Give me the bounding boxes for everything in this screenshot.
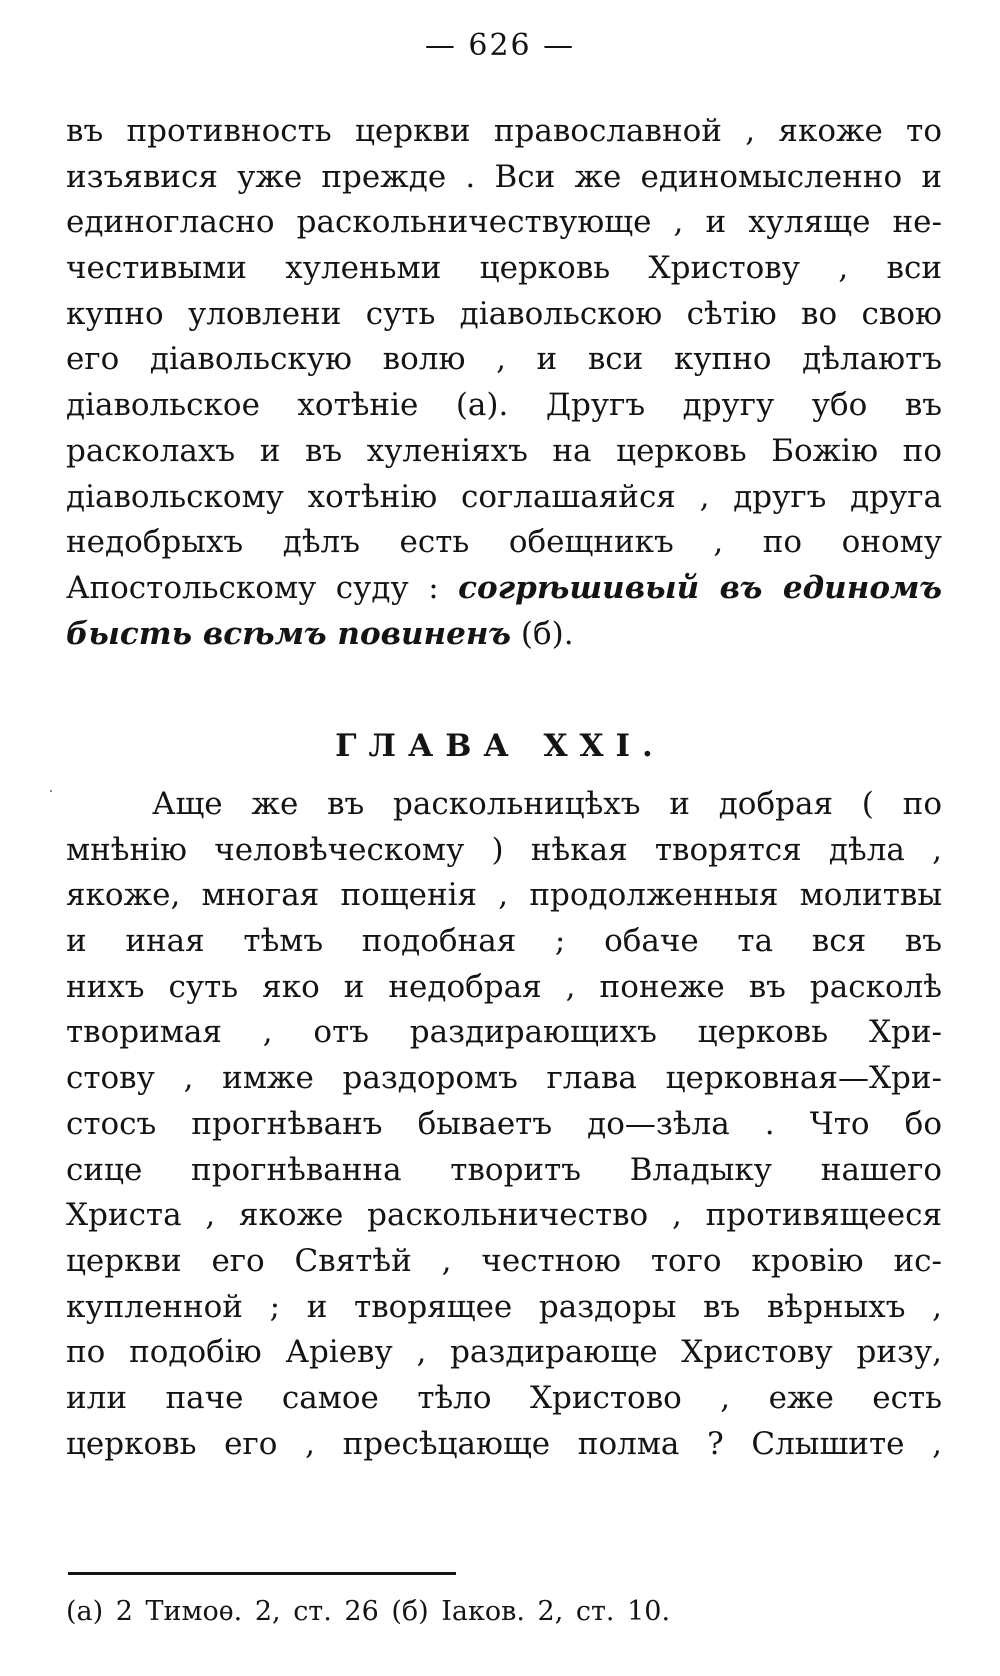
paragraph-line: или паче самое тѣло Христово , еже есть [66,1379,942,1416]
paragraph-line: Аще же въ раскольницѣхъ и добрая ( по [152,786,942,822]
paragraph-line: творимая , отъ раздирающихъ церковь Хри- [66,1014,942,1051]
paragraph-line: по подобію Аріеву , раздирающе Христову ризу, [66,1334,942,1371]
margin-mark [50,790,52,792]
paragraph-1 [66,109,942,657]
paragraph-line-mixed [66,566,942,612]
paragraph-line: единогласно раскольничествующе , и хуляще не- [66,204,942,241]
paragraph-line: купленной ; и творящее раздоры въ вѣрныхъ , [66,1288,942,1325]
paragraph-line: стову , имже раздоромъ глава церковная—Хри- [66,1060,942,1097]
paragraph-line: Христа , якоже раскольничество , противящееся [66,1197,942,1234]
paragraph-line: его діавольскую волю , и вси купно дѣлаютъ [66,341,942,378]
paragraph-line: изъявися уже прежде . Вси же единомысленно и [66,158,942,195]
paragraph-line: и иная тѣмъ подобная ; обаче та вся въ [66,923,942,960]
page-number: — 626 — [424,28,576,63]
paragraph-line: честивыми хуленьми церковь Христову , вси [66,250,942,287]
footnotes: (а) 2 Тимоѳ. 2, ст. 26 (б) Іаков. 2, ст. 10. [66,1596,671,1627]
paragraph-line: нихъ суть яко и недобрая , понеже въ расколѣ [66,968,942,1005]
paragraph-line: въ противность церкви православной , якоже то [66,113,942,149]
italic-quote: согрѣшивый въ единомъ [458,569,943,606]
paragraph-line: діавольскому хотѣнію соглашаяйся , другъ друга [66,478,942,515]
paragraph-line: сице прогнѣванна творитъ Владыку нашего [66,1151,942,1188]
paragraph-line: якоже, многая пощенія , продолженныя молитвы [66,877,942,914]
paragraph-2 [66,782,942,1467]
footnote-ref: (б). [520,615,574,652]
paragraph-line: купно уловлени суть діавольскою сѣтію во свою [66,295,942,332]
paragraph-line: расколахъ и въ хуленіяхъ на церковь Божію по [66,432,942,469]
paragraph-line: церковь его , пресѣцающе полма ? Слышите , [66,1425,942,1462]
footnote-divider [68,1572,456,1575]
italic-quote: бысть всѣмъ повиненъ [66,615,512,652]
paragraph-line: стосъ прогнѣванъ бываетъ до—зѣла . Что бо [66,1105,942,1142]
plain-text: Апостольскому суду : [66,569,439,606]
paragraph-line: церкви его Святѣй , честною того кровію ис- [66,1242,942,1279]
paragraph-line: недобрыхъ дѣлъ есть обещникъ , по оному [66,524,942,561]
paragraph-line-mixed [66,612,942,658]
paragraph-line: діавольское хотѣніе (а). Другъ другу убо въ [66,387,942,424]
chapter-heading: ГЛАВА XXI. [335,728,665,764]
paragraph-line: мнѣнію человѣческому ) нѣкая творятся дѣла , [66,831,942,868]
